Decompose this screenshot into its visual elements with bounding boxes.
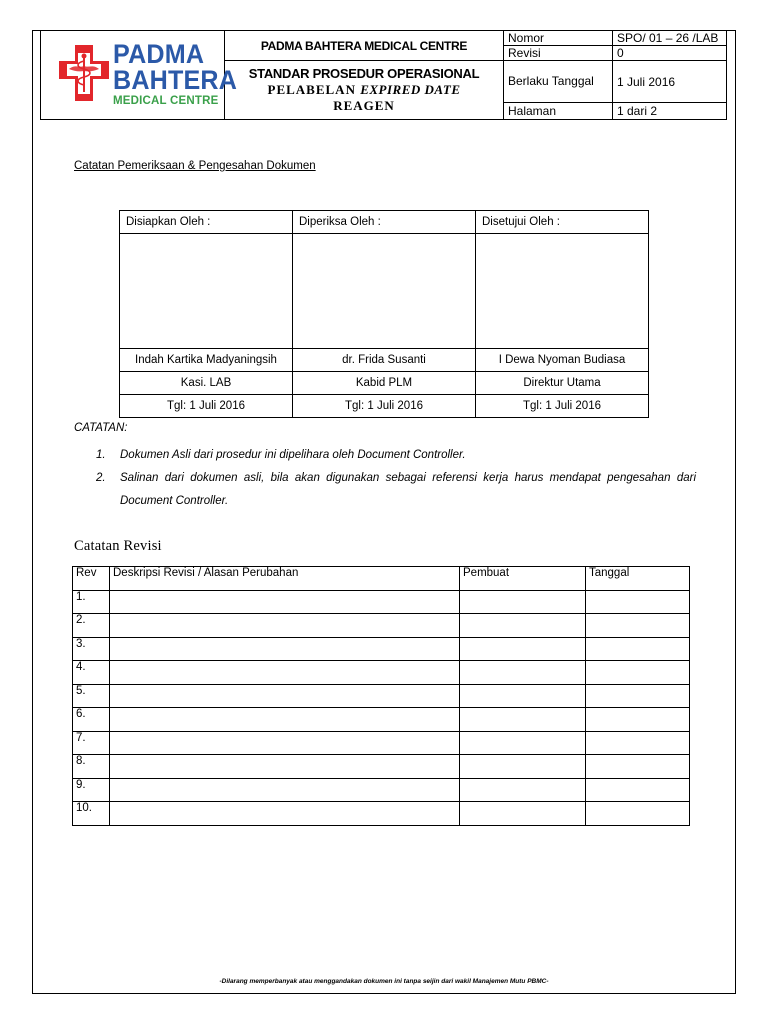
approval-table — [119, 210, 649, 418]
revision-author-cell — [460, 778, 586, 802]
revision-date-cell — [586, 637, 690, 661]
table-row — [73, 755, 690, 779]
revision-description-cell — [110, 708, 460, 732]
revision-description-cell — [110, 802, 460, 826]
revision-description-cell — [110, 637, 460, 661]
revision-date-cell — [586, 731, 690, 755]
meta-label-halaman: Halaman — [504, 103, 613, 120]
meta-label-nomor: Nomor — [504, 31, 613, 46]
organization-name: PADMA BAHTERA MEDICAL CENTRE — [225, 31, 504, 61]
revision-date-cell — [586, 661, 690, 685]
revision-date-cell — [586, 708, 690, 732]
table-row — [73, 802, 690, 826]
note-number: 1. — [96, 449, 106, 461]
note-item — [96, 444, 696, 467]
table-row — [73, 684, 690, 708]
revision-description-cell — [110, 778, 460, 802]
revision-description-cell — [110, 614, 460, 638]
note-number: 2. — [96, 472, 106, 484]
revision-number: 8. — [73, 755, 110, 779]
approval-name-prepared: Indah Kartika Madyaningsih — [120, 349, 293, 372]
revision-number: 4. — [73, 661, 110, 685]
revision-number: 6. — [73, 708, 110, 732]
revision-header-row — [73, 567, 690, 591]
hospital-logo — [45, 31, 238, 119]
meta-label-revisi: Revisi — [504, 46, 613, 61]
revision-number: 1. — [73, 590, 110, 614]
document-title-prefix: PELABELAN — [267, 81, 356, 97]
table-row — [73, 708, 690, 732]
revision-header-author: Pembuat — [460, 567, 586, 591]
revision-number: 10. — [73, 802, 110, 826]
table-row — [73, 637, 690, 661]
revision-header-rev: Rev — [73, 567, 110, 591]
meta-value-revisi: 0 — [613, 46, 727, 61]
document-title-suffix: REAGEN — [333, 98, 395, 114]
note-text: Salinan dari dokumen asli, bila akan digunakan sebagai referensi kerja harus mendapat pengesahan dari Document Controller. — [120, 472, 696, 507]
approval-name-approved: I Dewa Nyoman Budiasa — [476, 349, 649, 372]
table-row — [73, 590, 690, 614]
medical-cross-logo-icon — [57, 43, 111, 103]
logo-line-3: MEDICAL CENTRE — [113, 95, 219, 107]
notes-label: CATATAN: — [74, 422, 128, 434]
meta-value-nomor: SPO/ 01 – 26 /LAB — [613, 31, 727, 46]
approval-date-prepared: Tgl: 1 Juli 2016 — [120, 395, 293, 418]
approval-header-approved: Disetujui Oleh : — [476, 211, 649, 234]
revision-description-cell — [110, 684, 460, 708]
revision-description-cell — [110, 755, 460, 779]
table-row — [73, 661, 690, 685]
revision-description-cell — [110, 590, 460, 614]
notes-list — [96, 444, 696, 513]
note-item — [96, 467, 696, 513]
table-row — [73, 614, 690, 638]
revision-author-cell — [460, 637, 586, 661]
signature-box-reviewed — [293, 234, 476, 349]
meta-value-berlaku: 1 Juli 2016 — [613, 61, 727, 103]
revision-number: 2. — [73, 614, 110, 638]
logo-line-2: BAHTERA — [113, 65, 238, 95]
revision-date-cell — [586, 755, 690, 779]
sop-heading: STANDAR PROSEDUR OPERASIONAL — [248, 65, 480, 81]
logo-cell — [41, 31, 238, 120]
revision-header-description: Deskripsi Revisi / Alasan Perubahan — [110, 567, 460, 591]
logo-line-1: PADMA — [113, 39, 205, 69]
approval-date-reviewed: Tgl: 1 Juli 2016 — [293, 395, 476, 418]
document-header — [40, 30, 727, 120]
revision-description-cell — [110, 661, 460, 685]
revision-number: 5. — [73, 684, 110, 708]
sop-title-cell — [225, 61, 504, 120]
table-row — [73, 778, 690, 802]
approval-name-reviewed: dr. Frida Susanti — [293, 349, 476, 372]
signature-box-approved — [476, 234, 649, 349]
approval-section-title: Catatan Pemeriksaan & Pengesahan Dokumen — [74, 160, 316, 172]
revision-section-title: Catatan Revisi — [74, 538, 162, 554]
table-row — [73, 731, 690, 755]
approval-position-approved: Direktur Utama — [476, 372, 649, 395]
approval-position-prepared: Kasi. LAB — [120, 372, 293, 395]
approval-header-reviewed: Diperiksa Oleh : — [293, 211, 476, 234]
revision-number: 7. — [73, 731, 110, 755]
revision-date-cell — [586, 684, 690, 708]
note-text: Dokumen Asli dari prosedur ini dipelihara oleh Document Controller. — [120, 449, 466, 461]
revision-table — [72, 566, 690, 826]
revision-date-cell — [586, 778, 690, 802]
revision-author-cell — [460, 755, 586, 779]
revision-author-cell — [460, 708, 586, 732]
revision-date-cell — [586, 614, 690, 638]
document-title-italic: EXPIRED DATE — [360, 81, 461, 97]
revision-description-cell — [110, 731, 460, 755]
page-footer-notice: -Dilarang memperbanyak atau menggandakan dokumen ini tanpa seijin dari wakil Manajemen Mutu PBMC- — [219, 978, 549, 985]
meta-value-halaman: 1 dari 2 — [613, 103, 727, 120]
document-title — [229, 82, 499, 115]
approval-position-reviewed: Kabid PLM — [293, 372, 476, 395]
revision-author-cell — [460, 731, 586, 755]
revision-author-cell — [460, 661, 586, 685]
revision-date-cell — [586, 590, 690, 614]
meta-label-berlaku: Berlaku Tanggal — [504, 61, 613, 103]
revision-author-cell — [460, 590, 586, 614]
revision-number: 9. — [73, 778, 110, 802]
revision-header-date: Tanggal — [586, 567, 690, 591]
revision-number: 3. — [73, 637, 110, 661]
revision-date-cell — [586, 802, 690, 826]
approval-header-prepared: Disiapkan Oleh : — [120, 211, 293, 234]
approval-date-approved: Tgl: 1 Juli 2016 — [476, 395, 649, 418]
signature-box-prepared — [120, 234, 293, 349]
revision-author-cell — [460, 684, 586, 708]
revision-author-cell — [460, 614, 586, 638]
revision-author-cell — [460, 802, 586, 826]
